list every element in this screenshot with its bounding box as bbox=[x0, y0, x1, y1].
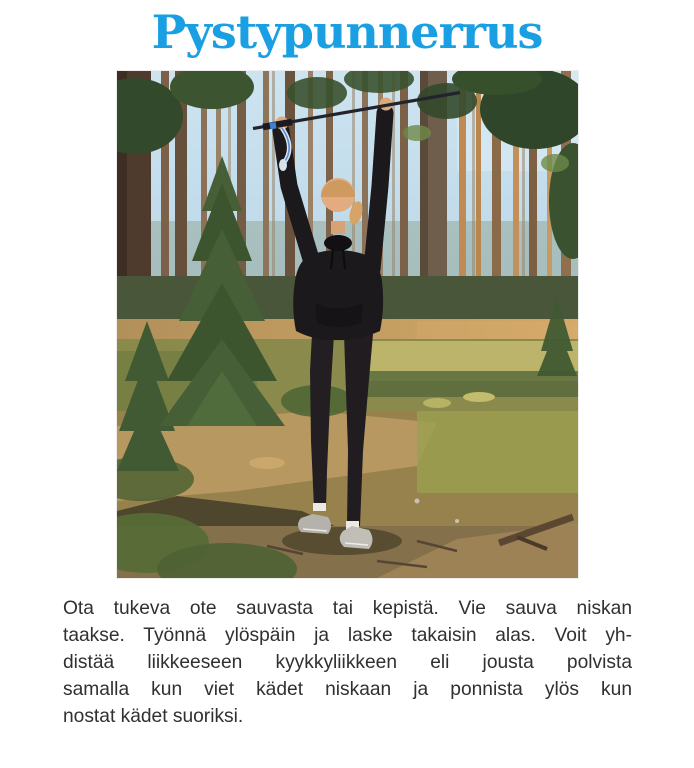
instruction-paragraph bbox=[63, 595, 632, 730]
paragraph-line: nostat kädet suoriksi. bbox=[63, 705, 244, 727]
paragraph-line: Ota tukeva ote sauvasta tai kepistä. Vie sauva niskan bbox=[63, 597, 632, 619]
photo-illustration bbox=[117, 71, 578, 578]
paragraph-line: taakse. Työnnä ylöspäin ja laske takaisin alas. Voit yh- bbox=[63, 624, 632, 646]
paragraph-line: samalla kun viet kädet niskaan ja ponnista ylös kun bbox=[63, 678, 632, 700]
paragraph-line: distää liikkeeseen kyykkyliikkeen eli jousta polvista bbox=[63, 651, 632, 673]
exercise-photo bbox=[117, 71, 578, 578]
page-title: Pystypunnerrus bbox=[151, 5, 543, 59]
